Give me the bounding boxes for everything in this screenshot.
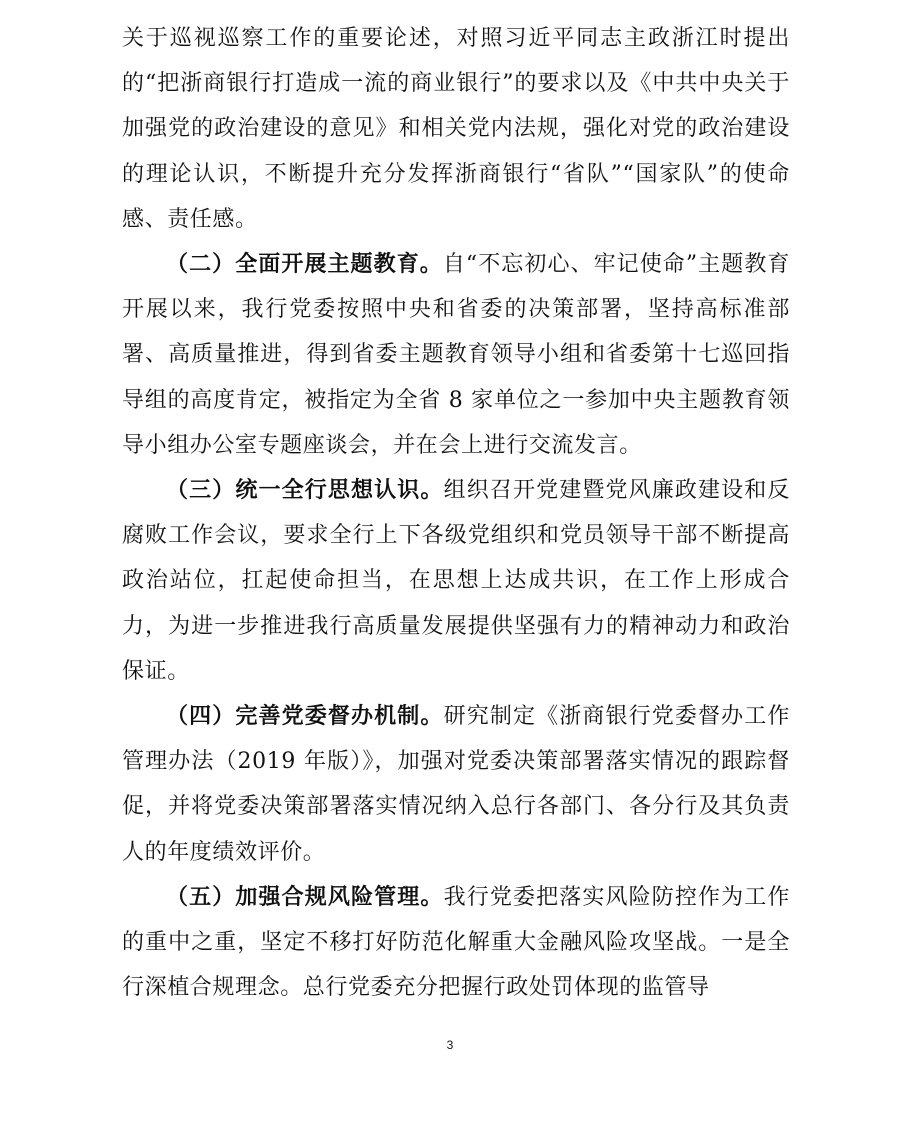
paragraph-text: 关于巡视巡察工作的重要论述，对照习近平同志主政浙江时提出的“把浙商银行打造成一流的商业银行”的要求以及《中共中央关于加强党的政治建设的意见》和相关党内法规，强化对党的政治建设的理论认识，不断提升充分发挥浙商银行“省队”“国家队”的使命感、责任感。 xyxy=(122,26,790,232)
document-body xyxy=(122,16,790,1010)
paragraph-text: 组织召开党建暨党风廉政建设和反腐败工作会议，要求全行上下各级党组织和党员领导干部不断提高政治站位，扛起使命担当，在思想上达成共识，在工作上形成合力，为进一步推进我行高质量发展提供坚强有力的精神动力和政治保证。 xyxy=(122,478,790,684)
paragraph-text: 我行党委把落实风险防控作为工作的重中之重，坚定不移打好防范化解重大金融风险攻坚战。一是全行深植合规理念。总行党委充分把握行政处罚体现的监管导 xyxy=(122,884,790,1001)
paragraph-continuation xyxy=(122,16,790,242)
page-number: 3 xyxy=(446,1038,454,1052)
paragraph-section-4 xyxy=(122,694,790,875)
section-heading: （三）统一全行思想认识。 xyxy=(166,478,444,504)
paragraph-text: 自“不忘初心、牢记使命”主题教育开展以来，我行党委按照中央和省委的决策部署，坚持高标准部署、高质量推进，得到省委主题教育领导小组和省委第十七巡回指导组的高度肯定，被指定为全省 8 家单位之一参加中央主题教育领导小组办公室专题座谈会，并在会上进行交流发言。 xyxy=(122,252,790,458)
paragraph-section-5 xyxy=(122,875,790,1011)
paragraph-section-3 xyxy=(122,468,790,694)
paragraph-section-2 xyxy=(122,242,790,468)
section-heading: （二）全面开展主题教育。 xyxy=(166,252,443,278)
section-heading: （五）加强合规风险管理。 xyxy=(166,884,444,910)
section-heading: （四）完善党委督办机制。 xyxy=(166,704,444,730)
paragraph-text: 研究制定《浙商银行党委督办工作管理办法（2019 年版）》，加强对党委决策部署落实情况的跟踪督促，并将党委决策部署落实情况纳入总行各部门、各分行及其负责人的年度绩效评价。 xyxy=(122,704,790,865)
